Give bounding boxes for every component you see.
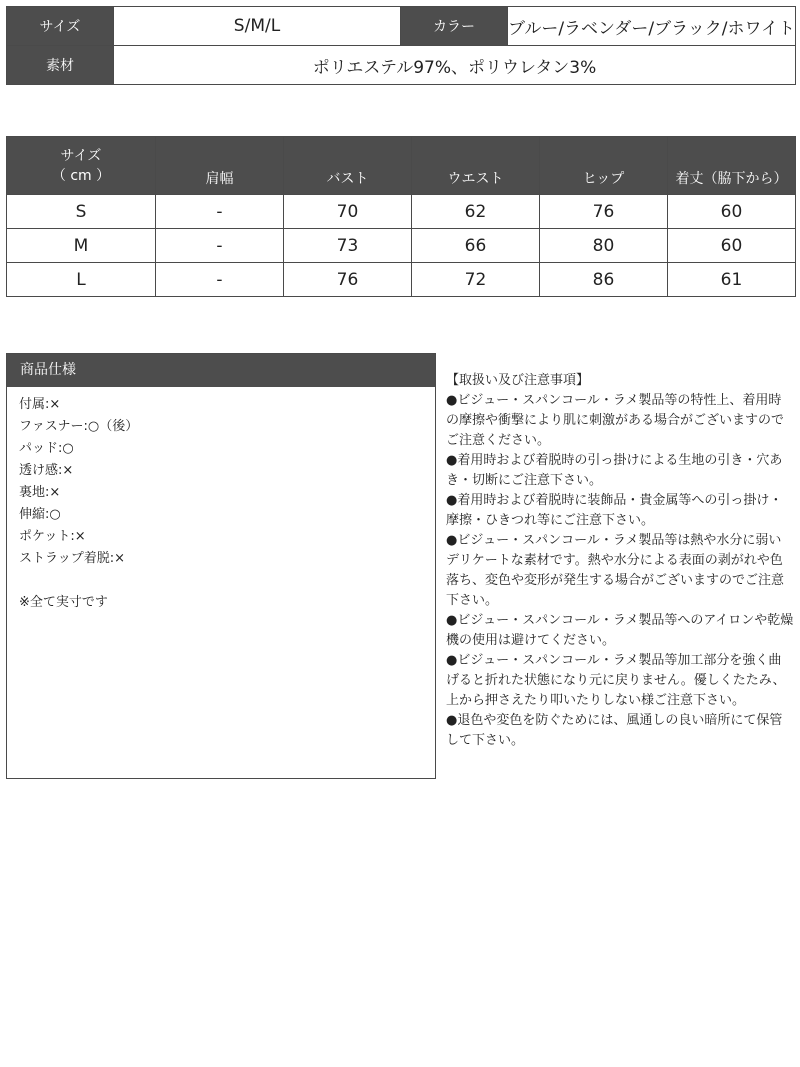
note-item: ●ビジュー・スパンコール・ラメ製品等へのアイロンや乾燥機の使用は避けてください。: [446, 613, 794, 648]
size-header-unit: （ cm ）: [51, 167, 111, 184]
material-value: ポリエステル97%、ポリウレタン3%: [114, 46, 796, 85]
shoulder-cell: -: [156, 263, 284, 297]
shoulder-column-header: 肩幅: [156, 137, 284, 195]
care-notes: [446, 371, 794, 751]
note-item: ●着用時および着脱時に装飾品・貴金属等への引っ掛け・摩擦・ひきつれ等にご注意下さい。: [446, 493, 783, 528]
table-row: [7, 195, 796, 229]
size-chart-table: [6, 136, 796, 297]
product-info-table: [6, 6, 796, 85]
size-column-header: [7, 137, 156, 195]
shoulder-cell: -: [156, 229, 284, 263]
size-cell: M: [7, 229, 156, 263]
list-item: パッド:○: [19, 441, 74, 456]
note-item: ●ビジュー・スパンコール・ラメ製品等の特性上、着用時の摩擦や衝撃により肌に刺激がある場合がございますのでご注意ください。: [446, 393, 785, 448]
bust-cell: 70: [284, 195, 412, 229]
spec-note: ※全て実寸です: [19, 595, 108, 610]
list-item: ポケット:×: [19, 529, 86, 544]
hip-column-header: ヒップ: [540, 137, 668, 195]
size-header-label: サイズ: [60, 147, 102, 164]
length-cell: 60: [668, 229, 796, 263]
note-item: ●着用時および着脱時の引っ掛けによる生地の引き・穴あき・切断にご注意下さい。: [446, 453, 783, 488]
bust-column-header: バスト: [284, 137, 412, 195]
length-cell: 60: [668, 195, 796, 229]
list-item: ストラップ着脱:×: [19, 551, 126, 566]
bust-cell: 73: [284, 229, 412, 263]
note-item: ●ビジュー・スパンコール・ラメ製品等は熱や水分に弱いデリケートな素材です。熱や水分による表面の剥がれや色落ち、変色や変形が発生する場合がございますのでご注意下さい。: [446, 533, 785, 608]
spec-list: [7, 387, 435, 614]
waist-cell: 66: [412, 229, 540, 263]
list-item: 透け感:×: [19, 463, 74, 478]
size-label: サイズ: [7, 7, 114, 46]
bust-cell: 76: [284, 263, 412, 297]
waist-column-header: ウエスト: [412, 137, 540, 195]
list-item: 裏地:×: [19, 485, 61, 500]
waist-cell: 62: [412, 195, 540, 229]
spec-title: 商品仕様: [7, 354, 435, 387]
size-chart-header-row: [7, 137, 796, 195]
waist-cell: 72: [412, 263, 540, 297]
size-cell: L: [7, 263, 156, 297]
note-item: ●退色や変色を防ぐためには、風通しの良い暗所にて保管して下さい。: [446, 713, 783, 748]
length-column-header: 着丈（脇下から）: [668, 137, 796, 195]
length-cell: 61: [668, 263, 796, 297]
color-value: ブルー/ラベンダー/ブラック/ホワイト: [508, 7, 796, 46]
hip-cell: 86: [540, 263, 668, 297]
notes-title: 【取扱い及び注意事項】: [446, 373, 590, 388]
hip-cell: 80: [540, 229, 668, 263]
note-item: ●ビジュー・スパンコール・ラメ製品等加工部分を強く曲げると折れた状態になり元に戻りません。優しくたたみ、上から押さえたり叩いたりしない様ご注意下さい。: [446, 653, 786, 708]
info-row-material: [7, 46, 796, 85]
material-label: 素材: [7, 46, 114, 85]
table-row: [7, 229, 796, 263]
product-spec-box: [6, 353, 436, 779]
hip-cell: 76: [540, 195, 668, 229]
color-label: カラー: [401, 7, 508, 46]
info-row-size-color: [7, 7, 796, 46]
list-item: 伸縮:○: [19, 507, 61, 522]
list-item: ファスナー:○（後）: [19, 419, 139, 434]
size-value: S/M/L: [114, 7, 401, 46]
size-cell: S: [7, 195, 156, 229]
shoulder-cell: -: [156, 195, 284, 229]
table-row: [7, 263, 796, 297]
list-item: 付属:×: [19, 397, 61, 412]
